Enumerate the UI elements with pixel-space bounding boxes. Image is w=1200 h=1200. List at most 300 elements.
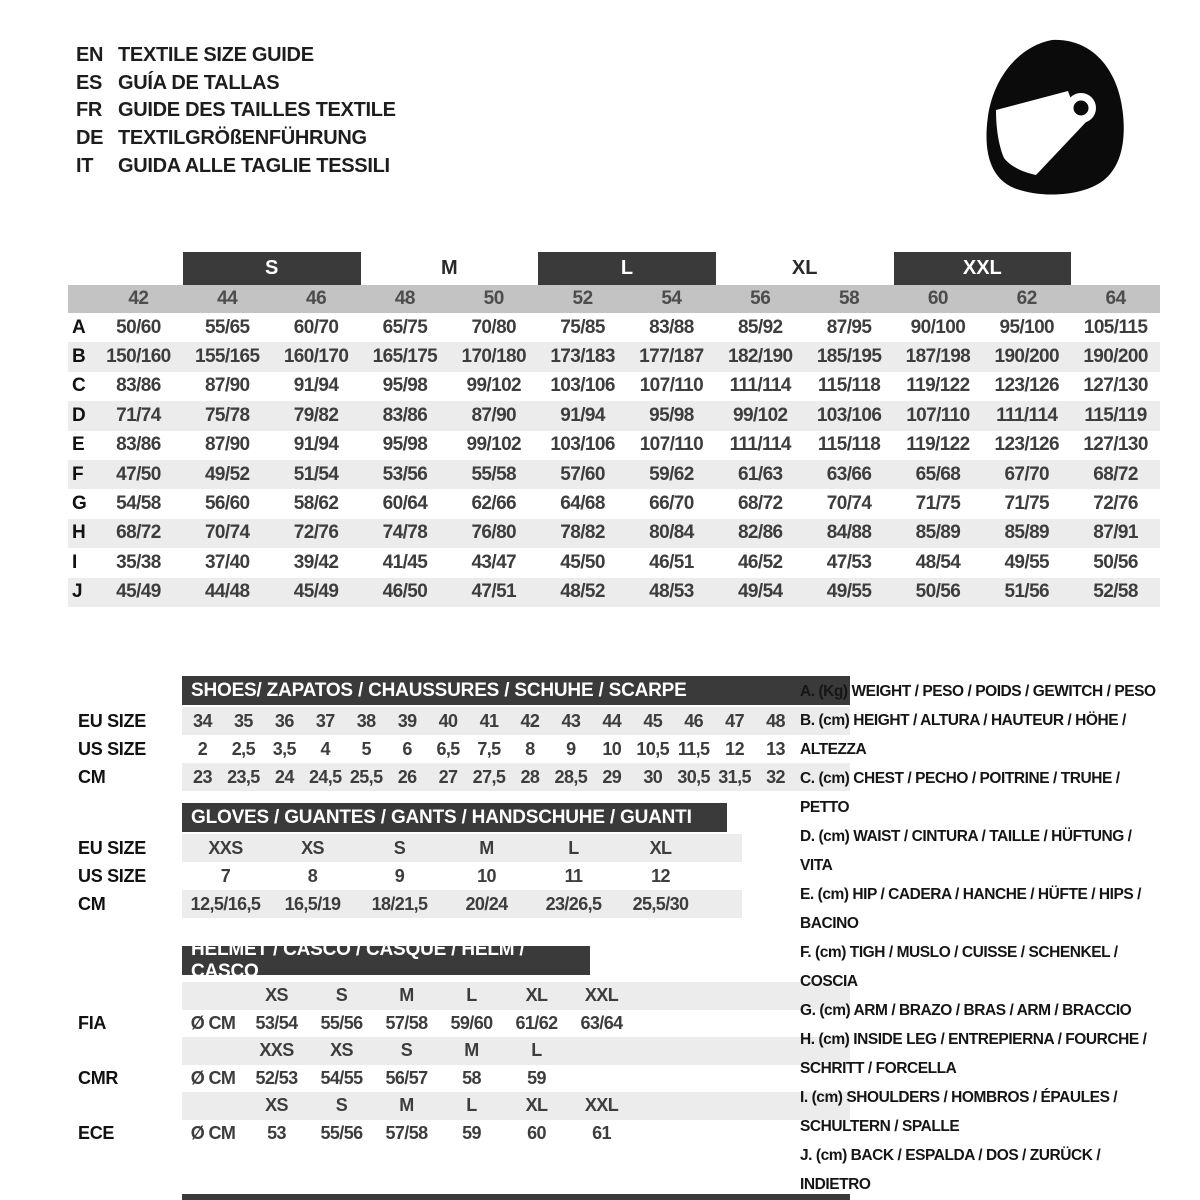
- standard-label: ECE: [78, 1122, 115, 1143]
- row-label: US SIZE: [78, 865, 146, 886]
- size-value: 46: [684, 710, 704, 731]
- language-row: [76, 42, 396, 70]
- size-value: 76/80: [471, 522, 517, 544]
- size-value: 54/58: [116, 493, 161, 515]
- measurement-row: [68, 431, 1160, 460]
- size-value: 10: [602, 738, 622, 759]
- row-values: [182, 1092, 850, 1120]
- size-value: 48/54: [915, 551, 961, 573]
- size-value: 49/54: [737, 581, 783, 603]
- size-value: 16,5/19: [284, 893, 341, 914]
- size-value: 52/58: [1093, 581, 1138, 603]
- row-values: [182, 1065, 850, 1093]
- diameter-unit: Ø CM: [190, 1122, 236, 1143]
- size-value: 177/187: [639, 346, 704, 368]
- language-code: DE: [76, 127, 104, 150]
- size-value: 119/122: [906, 434, 970, 456]
- size-value: 10,5: [636, 738, 670, 759]
- numeric-size: 58: [839, 288, 860, 309]
- shoes-row: [68, 735, 850, 763]
- size-value: 123/126: [994, 375, 1059, 397]
- size-value: 155/165: [195, 346, 260, 368]
- size-group-xl: XL: [791, 257, 818, 279]
- row-letter: G: [72, 493, 87, 515]
- size-value: 58: [462, 1067, 481, 1088]
- row-letter: F: [72, 463, 84, 485]
- size-value: 99/102: [466, 434, 521, 456]
- size-label: L: [466, 1095, 477, 1116]
- size-value: 55/58: [471, 463, 517, 485]
- size-value: 57/58: [385, 1122, 428, 1143]
- size-value: 53/54: [255, 1012, 298, 1033]
- size-value: 95/98: [382, 434, 428, 456]
- size-value: 160/170: [283, 346, 349, 368]
- size-value: 71/75: [915, 493, 961, 515]
- size-value: 46/51: [649, 551, 694, 573]
- size-value: 44/48: [204, 581, 250, 603]
- size-value: 105/115: [1083, 316, 1148, 338]
- size-value: 91/94: [293, 375, 339, 397]
- helmet-value-row: [68, 1010, 850, 1038]
- size-value: 107/110: [639, 375, 704, 397]
- size-value: 59/62: [649, 463, 694, 485]
- helmet-section: [68, 938, 850, 1147]
- size-value: 41: [479, 710, 499, 731]
- size-value: 26: [397, 766, 417, 787]
- size-value: 47/50: [116, 463, 161, 485]
- language-row: [76, 152, 396, 180]
- size-value: 49/52: [204, 463, 250, 485]
- size-value: 54/55: [320, 1067, 363, 1088]
- size-label: XXS: [259, 1040, 294, 1061]
- size-value: 50/60: [116, 316, 161, 338]
- size-value: 9: [566, 738, 576, 759]
- size-value: 40: [438, 710, 458, 731]
- size-value: 25,5: [349, 766, 383, 787]
- size-value: L: [568, 837, 579, 858]
- measurement-row: [68, 519, 1160, 548]
- size-value: 2: [197, 738, 208, 759]
- main-table-body: [68, 313, 1160, 607]
- size-value: 87/91: [1093, 522, 1138, 544]
- size-value: 36: [274, 710, 294, 731]
- size-value: 28,5: [554, 766, 588, 787]
- language-code: IT: [76, 154, 94, 177]
- size-value: 52/53: [255, 1067, 298, 1088]
- size-value: 103/106: [550, 375, 615, 397]
- size-value: 45/49: [293, 581, 339, 603]
- row-values: [182, 982, 850, 1010]
- size-value: 46/50: [382, 581, 428, 603]
- size-value: 65/75: [382, 316, 428, 338]
- size-value: 70/80: [471, 316, 517, 338]
- numeric-size: 64: [1105, 288, 1126, 309]
- size-value: 11: [564, 865, 583, 886]
- size-value: 27,5: [472, 766, 506, 787]
- size-value: 115/118: [817, 434, 881, 456]
- size-value: 107/110: [639, 434, 704, 456]
- size-value: M: [479, 837, 494, 858]
- size-value: 85/89: [915, 522, 961, 544]
- size-value: 53: [267, 1122, 286, 1143]
- legend-item: F. (cm) TIGH / MUSLO / CUISSE / SCHENKEL / COSCIA: [800, 944, 1118, 990]
- language-row: [76, 125, 396, 153]
- row-values: [182, 834, 742, 862]
- size-value: 56/57: [385, 1067, 428, 1088]
- helmet-section-title: HELMET / CASCO / CASQUE / HELM / CASCO: [182, 946, 590, 975]
- size-value: 115/118: [817, 375, 881, 397]
- size-value: 75/85: [560, 316, 605, 338]
- size-value: 78/82: [560, 522, 605, 544]
- size-value: 61/63: [737, 463, 783, 485]
- size-value: 7,5: [477, 738, 501, 759]
- helmet-size-row: [68, 1092, 850, 1120]
- size-label: M: [399, 985, 414, 1006]
- size-value: 50/56: [1093, 551, 1138, 573]
- racing-helmet-icon: [980, 36, 1130, 196]
- diameter-unit: Ø CM: [190, 1067, 236, 1088]
- size-label: M: [399, 1095, 414, 1116]
- numeric-size: 50: [483, 288, 504, 309]
- size-value: 70/74: [826, 493, 872, 515]
- row-label: EU SIZE: [78, 710, 146, 731]
- size-value: 79/82: [293, 404, 339, 426]
- size-value: 99/102: [732, 404, 788, 426]
- size-value: 66/70: [649, 493, 694, 515]
- cropped-section-bar: [182, 1194, 850, 1200]
- row-letter: A: [72, 316, 86, 338]
- size-value: 84/88: [826, 522, 872, 544]
- size-value: 8: [525, 738, 535, 759]
- row-label: CM: [78, 893, 106, 914]
- size-value: 68/72: [116, 522, 161, 544]
- size-value: 187/198: [905, 346, 971, 368]
- standard-label: FIA: [78, 1012, 107, 1033]
- size-value: 11,5: [677, 738, 710, 759]
- size-value: 18/21,5: [371, 893, 428, 914]
- size-value: 39/42: [293, 551, 339, 573]
- numeric-size: 44: [217, 288, 238, 309]
- size-value: 70/74: [204, 522, 250, 544]
- gloves-row: [68, 862, 742, 890]
- size-value: 13: [766, 738, 785, 759]
- size-value: 29: [602, 766, 622, 787]
- size-group-header: [68, 252, 1160, 285]
- shoes-section: [68, 676, 850, 791]
- row-letter: C: [72, 375, 86, 397]
- size-value: 62/66: [471, 493, 517, 515]
- numeric-size: 46: [306, 288, 327, 309]
- language-code: EN: [76, 44, 104, 67]
- numeric-size: 48: [394, 288, 415, 309]
- size-value: 80/84: [649, 522, 694, 544]
- shoes-row: [68, 707, 850, 735]
- size-value: 45/50: [560, 551, 605, 573]
- legend: [800, 677, 1156, 1199]
- size-value: 23,5: [227, 766, 260, 787]
- measurement-row: [68, 401, 1160, 430]
- legend-item: J. (cm) BACK / ESPALDA / DOS / ZURÜCK / INDIETRO: [800, 1147, 1101, 1193]
- size-value: 6,5: [436, 738, 460, 759]
- numeric-size: 52: [572, 288, 593, 309]
- size-label: S: [335, 1095, 348, 1116]
- row-label: [68, 1092, 182, 1120]
- size-value: 51/54: [293, 463, 339, 485]
- size-value: 47/53: [826, 551, 872, 573]
- size-group-s: S: [183, 252, 361, 285]
- size-value: 87/95: [826, 316, 872, 338]
- size-value: 83/88: [649, 316, 694, 338]
- guide-title: TEXTILGRÖßENFÜHRUNG: [118, 127, 367, 150]
- size-value: 37: [315, 710, 335, 731]
- row-letter: D: [72, 404, 86, 426]
- size-value: 48/53: [649, 581, 694, 603]
- size-value: 95/98: [382, 375, 428, 397]
- row-values: [182, 862, 742, 890]
- size-value: 34: [193, 710, 212, 731]
- measurement-row: [68, 372, 1160, 401]
- row-label: [68, 982, 182, 1010]
- size-value: 87/90: [204, 434, 250, 456]
- legend-item: D. (cm) WAIST / CINTURA / TAILLE / HÜFTUNG / VITA: [800, 828, 1132, 874]
- guide-title: GUÍA DE TALLAS: [118, 71, 280, 94]
- size-group-xxl: XXL: [894, 252, 1072, 285]
- size-value: 111/114: [996, 404, 1058, 426]
- numeric-size: 56: [750, 288, 771, 309]
- size-value: 49/55: [1004, 551, 1050, 573]
- row-values: [182, 890, 742, 918]
- size-value: 27: [438, 766, 458, 787]
- size-value: 35: [233, 710, 253, 731]
- size-value: 68/72: [1093, 463, 1138, 485]
- size-value: 53/56: [382, 463, 428, 485]
- measurement-row: [68, 548, 1160, 577]
- size-value: 48/52: [560, 581, 605, 603]
- language-code: FR: [76, 99, 103, 122]
- legend-item: G. (cm) ARM / BRAZO / BRAS / ARM / BRACCIO: [800, 1002, 1132, 1019]
- row-letter: I: [72, 551, 78, 573]
- measurement-row: [68, 460, 1160, 489]
- row-values: [182, 707, 850, 735]
- size-label: XXL: [584, 1095, 619, 1116]
- measurement-row: [68, 578, 1160, 607]
- size-value: 87/90: [204, 375, 250, 397]
- size-value: 99/102: [466, 375, 521, 397]
- size-value: 75/78: [204, 404, 250, 426]
- size-value: 42: [520, 710, 540, 731]
- size-value: 3,5: [272, 738, 296, 759]
- size-value: 59: [527, 1067, 546, 1088]
- guide-title: GUIDE DES TAILLES TEXTILE: [118, 99, 396, 122]
- legend-item: I. (cm) SHOULDERS / HOMBROS / ÉPAULES / SCHULTERN / SPALLE: [800, 1089, 1118, 1135]
- row-values: [182, 1120, 850, 1148]
- size-value: 44: [602, 710, 622, 731]
- guide-title: GUIDA ALLE TAGLIE TESSILI: [118, 154, 390, 177]
- row-letter: B: [72, 346, 86, 368]
- size-value: 35/38: [116, 551, 161, 573]
- size-value: 165/175: [372, 346, 438, 368]
- size-value: 119/122: [906, 375, 970, 397]
- gloves-section-title: GLOVES / GUANTES / GANTS / HANDSCHUHE / GUANTI: [182, 803, 727, 832]
- size-value: 23: [193, 766, 212, 787]
- size-value: 55/56: [320, 1012, 363, 1033]
- legend-item: A. (Kg) WEIGHT / PESO / POIDS / GEWITCH / PESO: [800, 683, 1156, 700]
- size-value: 83/86: [116, 434, 161, 456]
- row-letter: E: [72, 434, 85, 456]
- size-label: S: [335, 985, 348, 1006]
- size-value: 82/86: [737, 522, 783, 544]
- size-value: 55/65: [204, 316, 250, 338]
- size-value: 67/70: [1004, 463, 1050, 485]
- size-value: 39: [397, 710, 417, 731]
- numeric-size: 54: [661, 288, 682, 309]
- size-label: XL: [525, 1095, 548, 1116]
- shoes-row: [68, 763, 850, 791]
- size-value: 10: [477, 865, 496, 886]
- size-label: L: [466, 985, 477, 1006]
- size-value: 57/58: [385, 1012, 428, 1033]
- size-value: 63/66: [826, 463, 872, 485]
- size-value: 61: [592, 1122, 611, 1143]
- size-value: 190/200: [1083, 346, 1148, 368]
- size-group-m: M: [440, 257, 458, 279]
- size-value: XL: [649, 837, 672, 858]
- size-value: 56/60: [204, 493, 250, 515]
- size-value: 59/60: [450, 1012, 493, 1033]
- size-value: 115/119: [1084, 404, 1147, 426]
- size-value: 85/92: [737, 316, 783, 338]
- standard-label: CMR: [78, 1067, 119, 1088]
- size-value: 60/64: [382, 493, 428, 515]
- helmet-value-row: [68, 1065, 850, 1093]
- size-value: 51/56: [1004, 581, 1050, 603]
- gloves-rows: [68, 834, 742, 918]
- row-letter: H: [72, 522, 86, 544]
- size-label: M: [464, 1040, 479, 1061]
- size-value: 43: [561, 710, 581, 731]
- diameter-unit: Ø CM: [190, 1012, 236, 1033]
- size-value: 63/64: [580, 1012, 623, 1033]
- size-label: XS: [330, 1040, 353, 1061]
- helmet-size-row: [68, 1037, 850, 1065]
- size-value: 46/52: [737, 551, 783, 573]
- size-value: 24,5: [308, 766, 342, 787]
- row-values: [182, 1010, 850, 1038]
- language-row: [76, 97, 396, 125]
- size-value: 12: [651, 865, 670, 886]
- size-value: 48: [766, 710, 785, 731]
- size-value: 90/100: [910, 316, 966, 338]
- size-value: 150/160: [106, 346, 171, 368]
- size-value: 45: [643, 710, 663, 731]
- size-value: 58/62: [293, 493, 339, 515]
- language-title-block: [76, 42, 396, 180]
- size-value: 25,5/30: [632, 893, 689, 914]
- measurement-row: [68, 489, 1160, 518]
- size-value: 60/70: [293, 316, 339, 338]
- language-code: ES: [76, 71, 103, 94]
- row-label: [68, 1037, 182, 1065]
- size-value: 57/60: [560, 463, 605, 485]
- row-values: [182, 1037, 850, 1065]
- gloves-section: [68, 803, 742, 918]
- guide-title: TEXTILE SIZE GUIDE: [118, 44, 314, 67]
- size-label: XS: [265, 1095, 288, 1116]
- gloves-row: [68, 890, 742, 918]
- size-value: 30: [643, 766, 663, 787]
- legend-item: B. (cm) HEIGHT / ALTURA / HAUTEUR / HÖHE / ALTEZZA: [800, 712, 1126, 758]
- language-row: [76, 70, 396, 98]
- size-value: 20/24: [465, 893, 508, 914]
- size-value: 32: [766, 766, 785, 787]
- size-value: 170/180: [461, 346, 526, 368]
- shoes-section-title: SHOES/ ZAPATOS / CHAUSSURES / SCHUHE / SCARPE: [182, 676, 850, 705]
- row-values: [182, 763, 850, 791]
- size-value: 65/68: [915, 463, 961, 485]
- size-value: 87/90: [471, 404, 517, 426]
- helmet-value-row: [68, 1120, 850, 1148]
- textile-size-table: [68, 252, 1160, 607]
- legend-item: H. (cm) INSIDE LEG / ENTREPIERNA / FOURCHE / SCHRITT / FORCELLA: [800, 1031, 1147, 1077]
- size-value: 127/130: [1083, 434, 1148, 456]
- size-value: 95/98: [649, 404, 694, 426]
- size-value: 41/45: [382, 551, 428, 573]
- size-value: 185/195: [816, 346, 882, 368]
- size-value: 91/94: [293, 434, 339, 456]
- legend-item: C. (cm) CHEST / PECHO / POITRINE / TRUHE / PETTO: [800, 770, 1120, 816]
- size-value: 7: [220, 865, 231, 886]
- size-value: 111/114: [729, 434, 791, 456]
- size-value: 103/106: [816, 404, 882, 426]
- size-value: 85/89: [1004, 522, 1050, 544]
- size-value: 6: [402, 738, 412, 759]
- size-value: 68/72: [737, 493, 783, 515]
- row-label: CM: [78, 766, 106, 787]
- size-value: 107/110: [906, 404, 970, 426]
- size-value: 12,5/16,5: [190, 893, 261, 914]
- helmet-rows: [68, 982, 850, 1147]
- size-value: 111/114: [729, 375, 791, 397]
- size-value: 173/183: [550, 346, 615, 368]
- size-value: XXS: [208, 837, 243, 858]
- row-label: EU SIZE: [78, 837, 146, 858]
- size-value: 72/76: [1093, 493, 1138, 515]
- numeric-size: 42: [128, 288, 149, 309]
- size-value: 71/74: [116, 404, 161, 426]
- size-value: 37/40: [204, 551, 250, 573]
- size-value: XS: [301, 837, 324, 858]
- size-value: 50/56: [915, 581, 961, 603]
- size-value: 43/47: [471, 551, 517, 573]
- size-label: L: [531, 1040, 542, 1061]
- size-value: 2,5: [231, 738, 255, 759]
- gloves-row: [68, 834, 742, 862]
- size-value: 30,5: [677, 766, 710, 787]
- size-value: 60: [527, 1122, 546, 1143]
- helmet-size-row: [68, 982, 850, 1010]
- size-value: 8: [307, 865, 318, 886]
- row-label: US SIZE: [78, 738, 146, 759]
- size-value: 28: [520, 766, 540, 787]
- size-label: XXL: [584, 985, 619, 1006]
- size-value: 123/126: [994, 434, 1059, 456]
- size-value: 47/51: [471, 581, 517, 603]
- size-value: 5: [361, 738, 371, 759]
- size-label: XS: [265, 985, 288, 1006]
- measurement-row: [68, 313, 1160, 342]
- numeric-size-band: [68, 285, 1160, 313]
- measurement-row: [68, 342, 1160, 371]
